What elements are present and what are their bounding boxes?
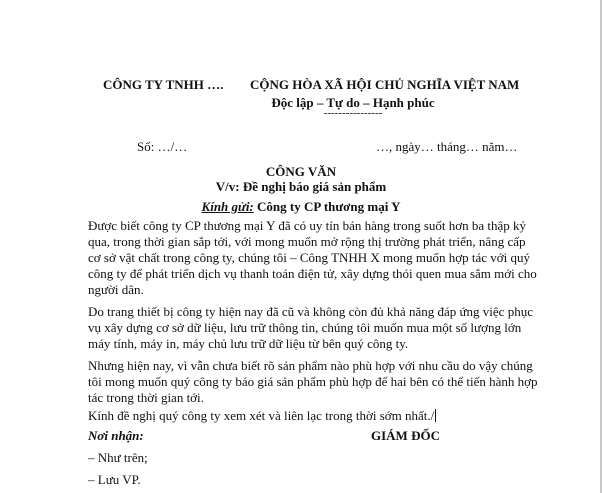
text-cursor: [435, 409, 436, 422]
paragraph-line: người dân.: [88, 282, 144, 297]
national-title: CỘNG HÒA XÃ HỘI CHỦ NGHĨA VIỆT NAM: [250, 77, 520, 92]
recipient-item: – Như trên;: [88, 450, 148, 465]
recipients-label: Nơi nhận:: [88, 428, 144, 443]
body-paragraph-2: [88, 304, 533, 352]
company-name: CÔNG TY TNHH ….: [103, 77, 224, 92]
paragraph-line: Nhưng hiện nay, vì vẫn chưa biết rõ sản phẩm nào phù hợp với nhu cầu do vậy chúng: [88, 358, 533, 373]
document-date: …, ngày… tháng… năm…: [376, 139, 518, 154]
recipient-item: – Lưu VP.: [88, 472, 141, 487]
document-number: Số: …/…: [137, 139, 188, 154]
paragraph-line: máy tính, máy in, máy chủ lưu trữ dữ liệu từ bên quý công ty.: [88, 336, 409, 351]
signer-title: GIÁM ĐỐC: [371, 428, 440, 443]
paragraph-line: tôi mong muốn quý công ty báo giá sản phẩm phù hợp để hai bên có thể tiến hành hợp: [88, 374, 538, 389]
motto-divider: ----------------: [323, 107, 383, 119]
paragraph-line: vụ xây dựng cơ sở dữ liệu, lưu trữ thông tin, chúng tôi muốn mua một số lượng lớn: [88, 320, 522, 335]
closing-line[interactable]: [88, 408, 436, 424]
closing-text: Kính đề nghị quý công ty xem xét và liên lạc trong thời sớm nhất./: [88, 408, 435, 423]
recipient-name: Công ty CP thương mại Y: [253, 199, 401, 214]
paragraph-line: qua, trong thời gian sắp tới, với mong muốn mở rộng thị trường phát triển, nâng cấp: [88, 234, 526, 249]
paragraph-line: công ty để phát triển dịch vụ thanh toán điện tử, xây dựng thói quen mua sắm mới cho: [88, 266, 537, 281]
paragraph-line: cơ sở vật chất trong công ty, chúng tôi – Công TNHH X mong muốn hợp tác với quý: [88, 250, 530, 265]
document-subject: V/v: Đề nghị báo giá sản phẩm: [215, 179, 387, 194]
body-paragraph-3: [88, 358, 538, 406]
recipient-label: Kính gửi:: [201, 199, 254, 214]
paragraph-line: Được biết công ty CP thương mại Y đã có uy tín bán hàng trong suốt hơn ba thập kỷ: [88, 218, 527, 233]
paragraph-line: Do trang thiết bị công ty hiện nay đã cũ và không còn đủ khả năng đáp ứng việc phục: [88, 304, 533, 319]
document-type: CÔNG VĂN: [265, 164, 337, 179]
recipient-line: [0, 199, 602, 215]
body-paragraph-1: [88, 218, 537, 298]
national-motto: Độc lập – Tự do – Hạnh phúc: [271, 95, 435, 110]
paragraph-line: tác trong thời gian tới.: [88, 390, 204, 405]
